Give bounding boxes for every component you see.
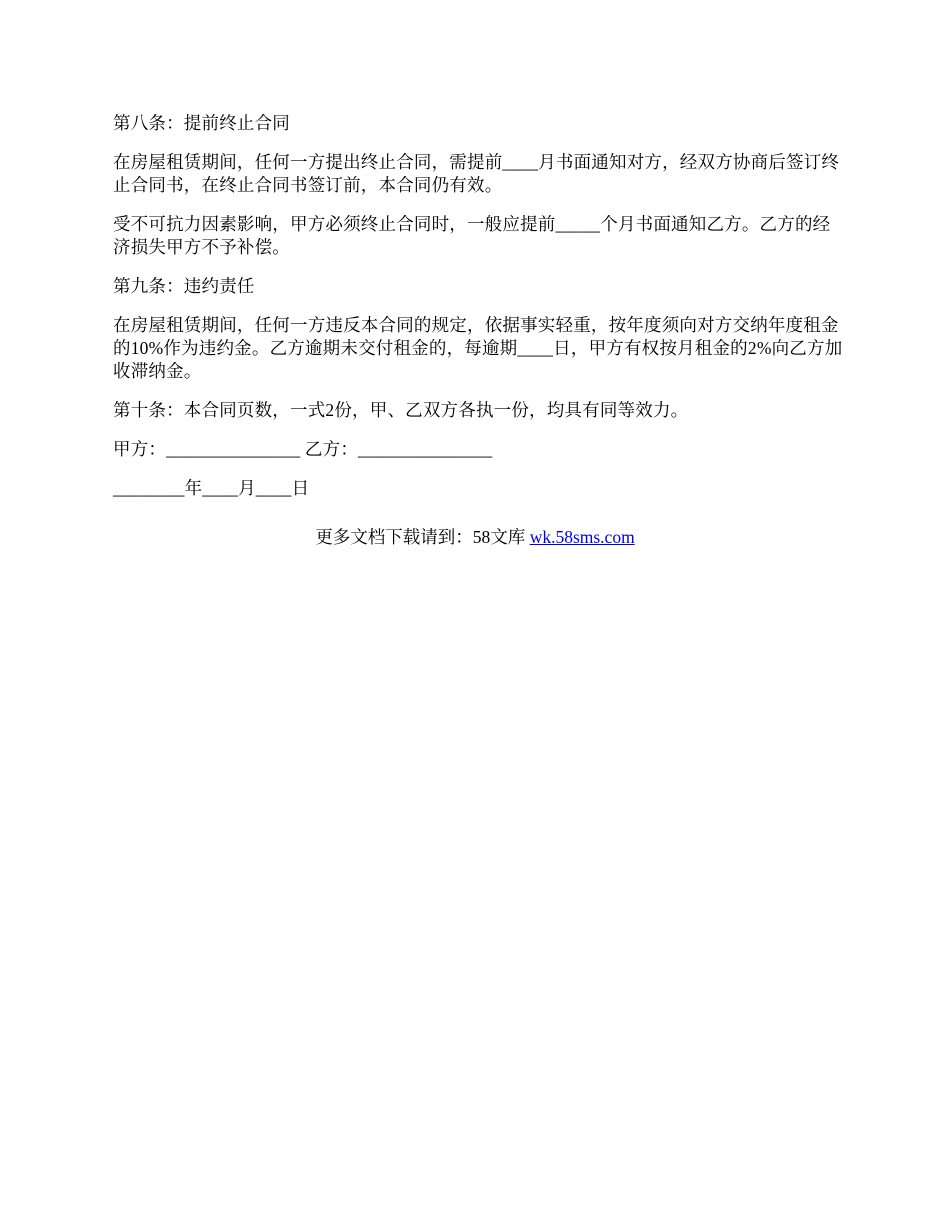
download-footer — [0, 526, 950, 549]
footer-text: 更多文档下载请到：58文库 — [315, 527, 526, 547]
date-line: ________年____月____日 — [113, 478, 310, 498]
footer-link[interactable]: wk.58sms.com — [529, 527, 635, 547]
signature-line: 甲方：_______________ 乙方：_______________ — [113, 439, 493, 459]
document-body — [113, 112, 843, 516]
article-8-heading: 第八条：提前终止合同 — [113, 113, 290, 133]
article-8-clause-1: 在房屋租赁期间，任何一方提出终止合同，需提前____月书面通知对方，经双方协商后签订终止合同书，在终止合同书签订前，本合同仍有效。 — [113, 152, 840, 195]
article-9-clause-1: 在房屋租赁期间，任何一方违反本合同的规定，依据事实轻重，按年度须向对方交纳年度租金的10%作为违约金。乙方逾期未交付租金的，每逾期____日，甲方有权按月租金的2%向乙方加收滞纳金。 — [113, 315, 843, 381]
article-10: 第十条：本合同页数，一式2份，甲、乙双方各执一份，均具有同等效力。 — [113, 400, 689, 420]
article-9-heading: 第九条：违约责任 — [113, 276, 255, 296]
article-8-clause-2: 受不可抗力因素影响，甲方必须终止合同时，一般应提前_____个月书面通知乙方。乙方的经济损失甲方不予补偿。 — [113, 214, 831, 257]
